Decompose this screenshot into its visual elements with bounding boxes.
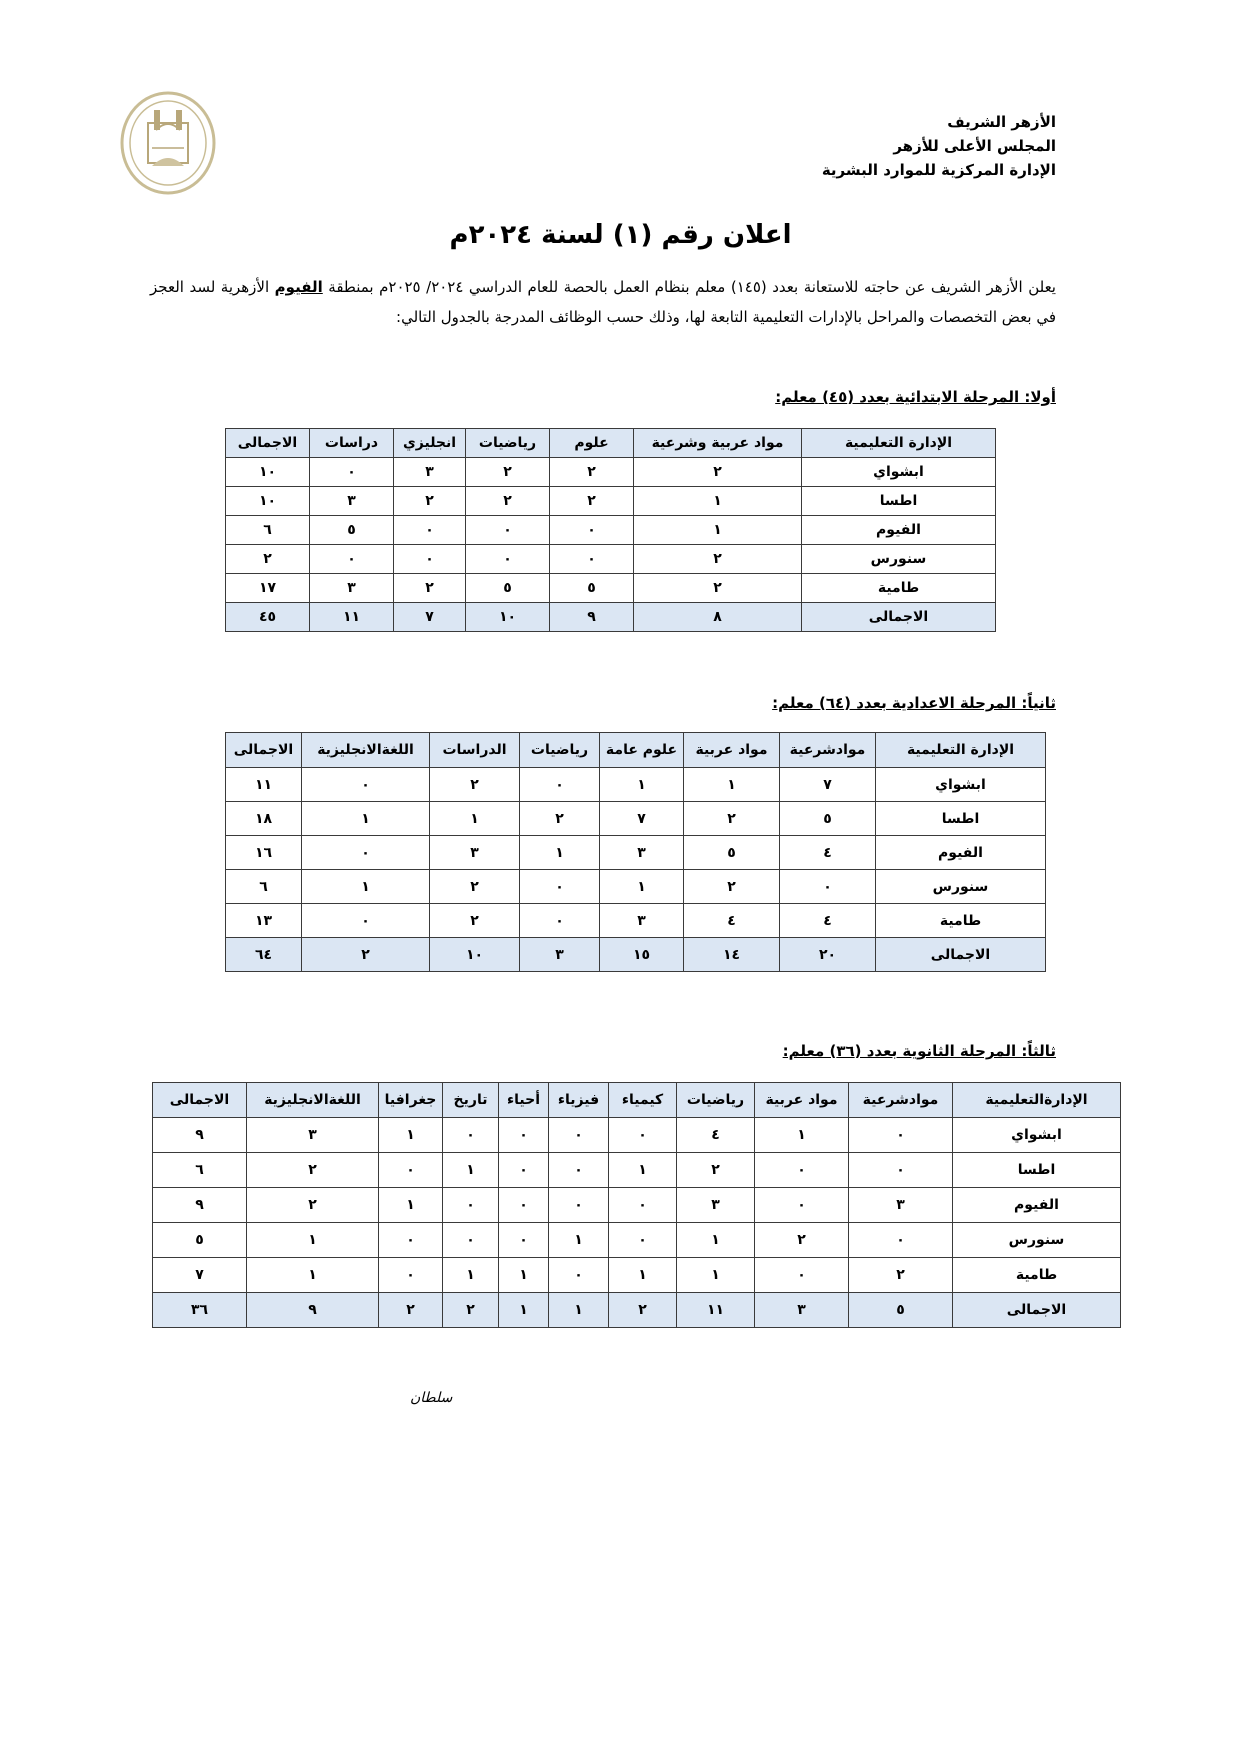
total-cell: ٢ xyxy=(302,938,430,972)
table-cell: ٣ xyxy=(247,1118,379,1153)
secondary-table xyxy=(152,1082,1121,1328)
intro-paragraph xyxy=(150,272,1056,332)
table-cell: ٣ xyxy=(310,487,394,516)
total-cell: ١١ xyxy=(677,1293,755,1328)
table-cell: ٢ xyxy=(430,870,520,904)
table-header-row xyxy=(226,733,1046,768)
table-cell: ١ xyxy=(755,1118,849,1153)
dept-cell: ابشواي xyxy=(876,768,1046,802)
header-cell: أحياء xyxy=(499,1083,549,1118)
dept-cell: اطسا xyxy=(876,802,1046,836)
total-cell: ٩ xyxy=(550,603,634,632)
total-cell: ٢ xyxy=(609,1293,677,1328)
total-cell: ١١ xyxy=(310,603,394,632)
table-cell: ٣ xyxy=(600,836,684,870)
header-cell: دراسات xyxy=(310,429,394,458)
table-cell: ٠ xyxy=(549,1118,609,1153)
table-row xyxy=(226,458,996,487)
table-row xyxy=(226,545,996,574)
dept-cell: الفيوم xyxy=(802,516,996,545)
table-cell: ٠ xyxy=(780,870,876,904)
primary-section-title: أولا: المرحلة الابتدائية بعدد (٤٥) معلم: xyxy=(775,388,1056,406)
table-cell: ٠ xyxy=(466,516,550,545)
table-cell: ٠ xyxy=(520,870,600,904)
table-cell: ٠ xyxy=(302,904,430,938)
table-cell: ٠ xyxy=(499,1118,549,1153)
table-cell: ٠ xyxy=(609,1223,677,1258)
table-cell: ٠ xyxy=(499,1153,549,1188)
table-cell: ٢ xyxy=(466,487,550,516)
table-row xyxy=(226,768,1046,802)
table-cell: ٠ xyxy=(849,1118,953,1153)
total-cell: ١ xyxy=(549,1293,609,1328)
table-cell: ٢ xyxy=(634,574,802,603)
table-header-row xyxy=(226,429,996,458)
table-cell: ٠ xyxy=(379,1153,443,1188)
table-cell: ٠ xyxy=(849,1223,953,1258)
table-cell: ٤ xyxy=(677,1118,755,1153)
table-cell: ١ xyxy=(443,1153,499,1188)
header-cell: الإدارةالتعليمية xyxy=(953,1083,1121,1118)
header-cell: الدراسات xyxy=(430,733,520,768)
table-cell: ١ xyxy=(677,1223,755,1258)
table-cell: ١ xyxy=(677,1258,755,1293)
table-cell: ٠ xyxy=(466,545,550,574)
table-cell: ١ xyxy=(609,1258,677,1293)
table-cell: ٣ xyxy=(849,1188,953,1223)
table-cell: ٧ xyxy=(153,1258,247,1293)
region-name: الفيوم xyxy=(274,278,323,296)
header-cell: رياضيات xyxy=(466,429,550,458)
table-row xyxy=(226,516,996,545)
table-cell: ٠ xyxy=(443,1188,499,1223)
table-cell: ٠ xyxy=(849,1153,953,1188)
table-cell: ٢ xyxy=(226,545,310,574)
announcement-title: اعلان رقم (١) لسنة ٢٠٢٤م xyxy=(449,220,792,250)
dept-cell: الفيوم xyxy=(876,836,1046,870)
dept-cell: طامية xyxy=(876,904,1046,938)
total-cell: ٩ xyxy=(247,1293,379,1328)
table-cell: ٢ xyxy=(677,1153,755,1188)
total-row xyxy=(153,1293,1121,1328)
header-cell: رياضيات xyxy=(520,733,600,768)
table-cell: ٥ xyxy=(310,516,394,545)
table-cell: ٢ xyxy=(430,904,520,938)
dept-cell: طامية xyxy=(953,1258,1121,1293)
header-cell: مواد عربية xyxy=(755,1083,849,1118)
table-cell: ١ xyxy=(443,1258,499,1293)
header-cell: اللغةالانجليزية xyxy=(247,1083,379,1118)
header-cell: كيمياء xyxy=(609,1083,677,1118)
total-label: الاجمالى xyxy=(953,1293,1121,1328)
table-cell: ٢ xyxy=(550,487,634,516)
table-cell: ٠ xyxy=(755,1188,849,1223)
dept-cell: طامية xyxy=(802,574,996,603)
table-cell: ٦ xyxy=(226,516,310,545)
table-cell: ١ xyxy=(634,487,802,516)
total-cell: ١٥ xyxy=(600,938,684,972)
table-cell: ١٨ xyxy=(226,802,302,836)
table-cell: ٥ xyxy=(550,574,634,603)
table-cell: ٣ xyxy=(600,904,684,938)
table-cell: ٠ xyxy=(394,545,466,574)
header-cell: مواد عربية xyxy=(684,733,780,768)
table-cell: ١ xyxy=(247,1223,379,1258)
header-cell: موادشرعية xyxy=(849,1083,953,1118)
table-cell: ١٣ xyxy=(226,904,302,938)
table-cell: ٢ xyxy=(849,1258,953,1293)
table-cell: ٥ xyxy=(153,1223,247,1258)
table-row xyxy=(226,870,1046,904)
table-row xyxy=(153,1153,1121,1188)
table-cell: ٥ xyxy=(780,802,876,836)
dept-cell: اطسا xyxy=(802,487,996,516)
total-cell: ٥ xyxy=(849,1293,953,1328)
total-row xyxy=(226,603,996,632)
council-name: المجلس الأعلى للأزهر xyxy=(893,137,1056,155)
table-cell: ٦ xyxy=(226,870,302,904)
table-cell: ١ xyxy=(609,1153,677,1188)
total-cell: ٤٥ xyxy=(226,603,310,632)
table-cell: ٠ xyxy=(549,1188,609,1223)
table-cell: ٠ xyxy=(609,1188,677,1223)
table-cell: ٢ xyxy=(247,1153,379,1188)
table-cell: ١٠ xyxy=(226,487,310,516)
total-cell: ٢ xyxy=(379,1293,443,1328)
table-cell: ٥ xyxy=(684,836,780,870)
table-cell: ٠ xyxy=(394,516,466,545)
table-cell: ١ xyxy=(379,1118,443,1153)
table-cell: ٠ xyxy=(499,1188,549,1223)
total-cell: ٣ xyxy=(755,1293,849,1328)
table-cell: ٠ xyxy=(755,1153,849,1188)
header-cell: الاجمالى xyxy=(153,1083,247,1118)
table-cell: ٠ xyxy=(520,768,600,802)
signature: سلطان xyxy=(410,1390,453,1406)
total-cell: ١٤ xyxy=(684,938,780,972)
table-cell: ٤ xyxy=(780,904,876,938)
table-cell: ٣ xyxy=(394,458,466,487)
table-cell: ١ xyxy=(379,1188,443,1223)
table-cell: ٠ xyxy=(443,1118,499,1153)
table-row xyxy=(153,1223,1121,1258)
table-cell: ٣ xyxy=(310,574,394,603)
table-cell: ٢ xyxy=(755,1223,849,1258)
header-cell: الإدارة التعليمية xyxy=(876,733,1046,768)
table-cell: ٣ xyxy=(677,1188,755,1223)
table-cell: ٢ xyxy=(550,458,634,487)
table-cell: ٠ xyxy=(379,1223,443,1258)
total-cell: ٢٠ xyxy=(780,938,876,972)
table-cell: ٠ xyxy=(550,545,634,574)
table-cell: ٠ xyxy=(302,836,430,870)
table-cell: ٠ xyxy=(499,1223,549,1258)
preparatory-table xyxy=(225,732,1046,972)
table-cell: ١٦ xyxy=(226,836,302,870)
table-cell: ٢ xyxy=(394,487,466,516)
table-cell: ٢ xyxy=(634,458,802,487)
header-cell: علوم عامة xyxy=(600,733,684,768)
table-cell: ١ xyxy=(600,870,684,904)
table-header-row xyxy=(153,1083,1121,1118)
table-cell: ١ xyxy=(247,1258,379,1293)
primary-table xyxy=(225,428,996,632)
letterhead xyxy=(676,110,1056,182)
total-label: الاجمالى xyxy=(876,938,1046,972)
total-cell: ٦٤ xyxy=(226,938,302,972)
dept-cell: ابشواي xyxy=(953,1118,1121,1153)
dept-cell: سنورس xyxy=(802,545,996,574)
table-cell: ٠ xyxy=(310,545,394,574)
table-cell: ٠ xyxy=(755,1258,849,1293)
header-cell: مواد عربية وشرعية xyxy=(634,429,802,458)
table-cell: ٤ xyxy=(684,904,780,938)
header-cell: علوم xyxy=(550,429,634,458)
table-cell: ١ xyxy=(302,870,430,904)
table-cell: ٢ xyxy=(634,545,802,574)
header-cell: اللغةالانجليزية xyxy=(302,733,430,768)
table-cell: ٠ xyxy=(310,458,394,487)
table-row xyxy=(226,836,1046,870)
total-row xyxy=(226,938,1046,972)
header-cell: جغرافيا xyxy=(379,1083,443,1118)
org-name: الأزهر الشريف xyxy=(947,113,1056,131)
table-cell: ١ xyxy=(520,836,600,870)
table-cell: ٩ xyxy=(153,1118,247,1153)
table-cell: ١ xyxy=(549,1223,609,1258)
table-row xyxy=(226,802,1046,836)
total-cell: ٨ xyxy=(634,603,802,632)
header-cell: موادشرعية xyxy=(780,733,876,768)
total-cell: ١٠ xyxy=(430,938,520,972)
table-cell: ٠ xyxy=(302,768,430,802)
table-row xyxy=(153,1188,1121,1223)
table-cell: ٢ xyxy=(520,802,600,836)
total-cell: ٧ xyxy=(394,603,466,632)
table-cell: ٢ xyxy=(394,574,466,603)
preparatory-section-title: ثانياً: المرحلة الاعدادية بعدد (٦٤) معلم: xyxy=(772,694,1056,712)
table-cell: ٢ xyxy=(466,458,550,487)
table-cell: ٧ xyxy=(600,802,684,836)
total-cell: ١٠ xyxy=(466,603,550,632)
table-cell: ١١ xyxy=(226,768,302,802)
table-cell: ١ xyxy=(499,1258,549,1293)
header-cell: الاجمالى xyxy=(226,429,310,458)
table-row xyxy=(153,1118,1121,1153)
table-cell: ٦ xyxy=(153,1153,247,1188)
table-row xyxy=(226,574,996,603)
header-cell: تاريخ xyxy=(443,1083,499,1118)
table-cell: ٣ xyxy=(430,836,520,870)
table-row xyxy=(153,1258,1121,1293)
total-cell: ٢ xyxy=(443,1293,499,1328)
table-cell: ١ xyxy=(634,516,802,545)
department-name: الإدارة المركزية للموارد البشرية xyxy=(821,161,1056,179)
total-cell: ١ xyxy=(499,1293,549,1328)
total-label: الاجمالى xyxy=(802,603,996,632)
header-cell: الاجمالى xyxy=(226,733,302,768)
table-cell: ٢ xyxy=(684,802,780,836)
dept-cell: سنورس xyxy=(876,870,1046,904)
total-cell: ٣٦ xyxy=(153,1293,247,1328)
total-cell: ٣ xyxy=(520,938,600,972)
table-cell: ٢ xyxy=(430,768,520,802)
intro-text-2: الأزهرية لسد العجز في بعض التخصصات والمراحل بالإدارات التعليمية التابعة لها، وذلك حسب الوظائف المدرجة بالجدول التالي: xyxy=(150,278,1056,326)
dept-cell: الفيوم xyxy=(953,1188,1121,1223)
al-azhar-seal-logo xyxy=(118,88,218,198)
table-cell: ٠ xyxy=(549,1153,609,1188)
intro-text-1: يعلن الأزهر الشريف عن حاجته للاستعانة بعدد (١٤٥) معلم بنظام العمل بالحصة للعام الدراسي ٢٠٢٤/ ٢٠٢٥م بمنطقة xyxy=(328,278,1056,296)
table-cell: ٧ xyxy=(780,768,876,802)
table-cell: ٠ xyxy=(520,904,600,938)
header-cell: الإدارة التعليمية xyxy=(802,429,996,458)
dept-cell: اطسا xyxy=(953,1153,1121,1188)
table-cell: ٩ xyxy=(153,1188,247,1223)
header-cell: رياضيات xyxy=(677,1083,755,1118)
table-cell: ٠ xyxy=(379,1258,443,1293)
table-cell: ٤ xyxy=(780,836,876,870)
table-cell: ١ xyxy=(302,802,430,836)
table-row xyxy=(226,487,996,516)
table-cell: ٠ xyxy=(609,1118,677,1153)
table-row xyxy=(226,904,1046,938)
secondary-section-title: ثالثاً: المرحلة الثانوية بعدد (٣٦) معلم: xyxy=(782,1042,1056,1060)
table-cell: ١ xyxy=(684,768,780,802)
dept-cell: ابشواي xyxy=(802,458,996,487)
table-cell: ٠ xyxy=(549,1258,609,1293)
dept-cell: سنورس xyxy=(953,1223,1121,1258)
table-cell: ١٧ xyxy=(226,574,310,603)
table-cell: ١ xyxy=(600,768,684,802)
table-cell: ٢ xyxy=(684,870,780,904)
table-cell: ١٠ xyxy=(226,458,310,487)
table-cell: ٢ xyxy=(247,1188,379,1223)
table-cell: ١ xyxy=(430,802,520,836)
table-cell: ٠ xyxy=(443,1223,499,1258)
header-cell: انجليزي xyxy=(394,429,466,458)
table-cell: ٠ xyxy=(550,516,634,545)
header-cell: فيزياء xyxy=(549,1083,609,1118)
table-cell: ٥ xyxy=(466,574,550,603)
